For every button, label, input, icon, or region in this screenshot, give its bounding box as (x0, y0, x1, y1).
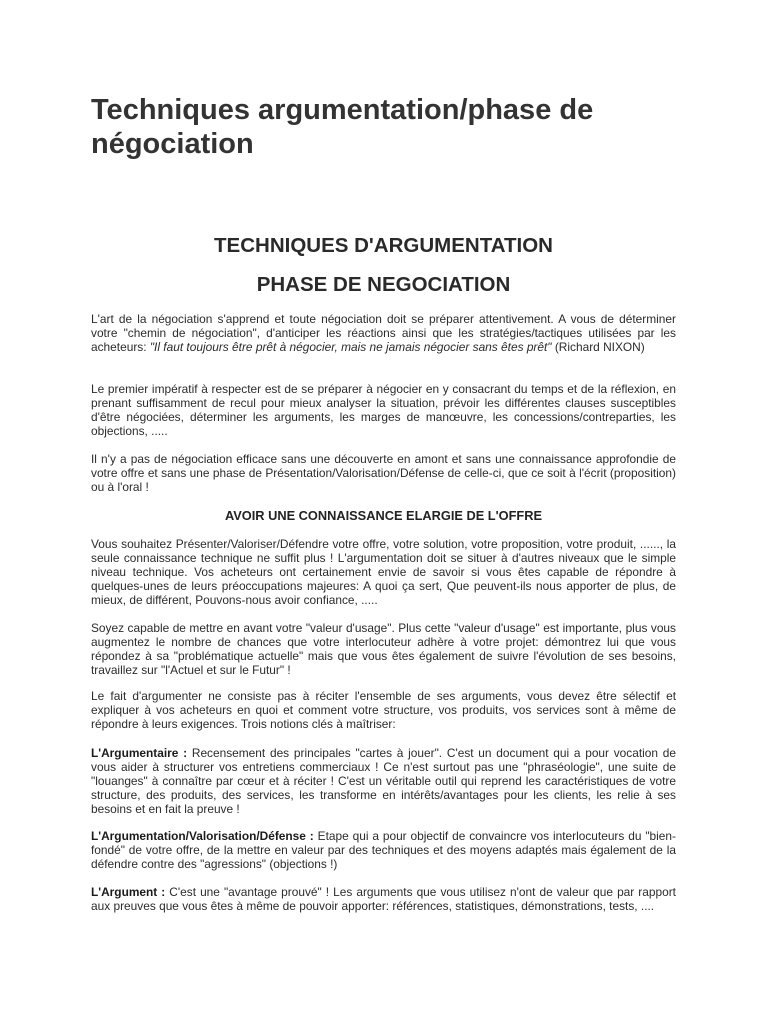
paragraph-argue (91, 689, 676, 731)
paragraph-usage-value (91, 621, 676, 677)
paragraph-discovery-text: Il n'y a pas de négociation efficace sans une découverte en amont et sans une connaissance approfondie de votre offre et sans une phase de Présentation/Valorisation/Défense de celle-ci, que ce soit à l'écrit (proposition) ou à l'oral ! (91, 452, 676, 494)
notion-argument-text: C'est une "avantage prouvé" ! Les arguments que vous utilisez n'ont de valeur que par rapport aux preuves que vous êtes à même de pouvoir apporter: références, statistiques, démonstrations, tests, .... (91, 885, 676, 913)
section-heading-techniques: TECHNIQUES D'ARGUMENTATION (214, 234, 553, 257)
paragraph-present-offer (91, 537, 676, 607)
paragraph-intro (91, 312, 676, 354)
paragraph-discovery (91, 452, 676, 494)
notion-argument (91, 885, 676, 913)
section-heading-phase: PHASE DE NEGOCIATION (256, 273, 511, 296)
quote-author: (Richard NIXON) (551, 340, 645, 354)
document-title: Techniques argumentation/phase de négociation (91, 94, 594, 160)
paragraph-present-offer-text: Vous souhaitez Présenter/Valoriser/Défendre votre offre, votre solution, votre proposition, votre produit, ......, la seule connaissance technique ne suffit plus ! L'argumentation doit se situer à d'autres niveaux que le simple niveau technique. Vos acheteurs ont certainement envie de savoir si vous êtes capable de répondre à quelques-unes de leurs préoccupations majeures: A quoi ça sert, Que peuvent-ils nous apporter de plus, de mieux, de différent, Pouvons-nous avoir confiance, ..... (91, 537, 676, 607)
notion-argumentaire (91, 746, 676, 816)
notion-argumentation-text: Etape qui a pour objectif de convaincre vos interlocuteurs du "bien-fondé" de votre offre, de la mettre en valeur par des techniques et des moyens adaptés mais également de la défendre contre des "agressions" (objections !) (91, 829, 676, 871)
notion-argumentaire-term: L'Argumentaire : (91, 746, 188, 760)
nixon-quote: "Il faut toujours être prêt à négocier, mais ne jamais négocier sans êtes prêt" (149, 340, 552, 354)
paragraph-argue-text: Le fait d'argumenter ne consiste pas à réciter l'ensemble de ses arguments, vous devez être sélectif et expliquer à vos acheteurs en quoi et comment votre structure, vos produits, vos services sont à même de répondre à leurs exigences. Trois notions clés à maîtriser: (91, 689, 676, 731)
paragraph-preparation-text: Le premier impératif à respecter est de se préparer à négocier en y consacrant du temps et de la réflexion, en prenant suffisamment de recul pour mieux analyser la situation, prévoir les différentes clauses susceptibles d'être négociées, déterminer les arguments, les marges de manœuvre, les concessions/contreparties, les objections, ..... (91, 382, 676, 438)
notion-argumentaire-text: Recensement des principales "cartes à jouer". C'est un document qui a pour vocation de vous aider à structurer vos entretiens commerciaux ! Ce n'est surtout pas une "phraséologie", une suite de "louanges" à connaître par cœur et à réciter ! C'est un véritable outil qui reprend les caractéristiques de votre structure, des produits, des services, les transforme en intérêts/avantages pour les clients, les relie à ses besoins et en fait la preuve ! (91, 746, 676, 816)
notion-argumentation (91, 829, 676, 871)
notion-argumentation-term: L'Argumentation/Valorisation/Défense : (91, 829, 314, 843)
subheading-offer: AVOIR UNE CONNAISSANCE ELARGIE DE L'OFFRE (224, 508, 543, 523)
paragraph-preparation (91, 382, 676, 438)
notion-argument-term: L'Argument : (91, 885, 166, 899)
paragraph-usage-value-text: Soyez capable de mettre en avant votre "valeur d'usage". Plus cette "valeur d'usage" est importante, plus vous augmentez le nombre de chances que votre interlocuteur adhère à votre projet: démontrez lui que vous répondez à sa "problématique actuelle" mais que vous êtes également de suivre l'évolution de ses besoins, travaillez sur "l'Actuel et sur le Futur" ! (91, 621, 676, 677)
paragraph-intro-text: L'art de la négociation s'apprend et toute négociation doit se préparer attentivement. A vous de déterminer votre "chemin de négociation", d'anticiper les réactions ainsi que les stratégies/tactiques utilisées par les acheteurs: (91, 312, 676, 354)
